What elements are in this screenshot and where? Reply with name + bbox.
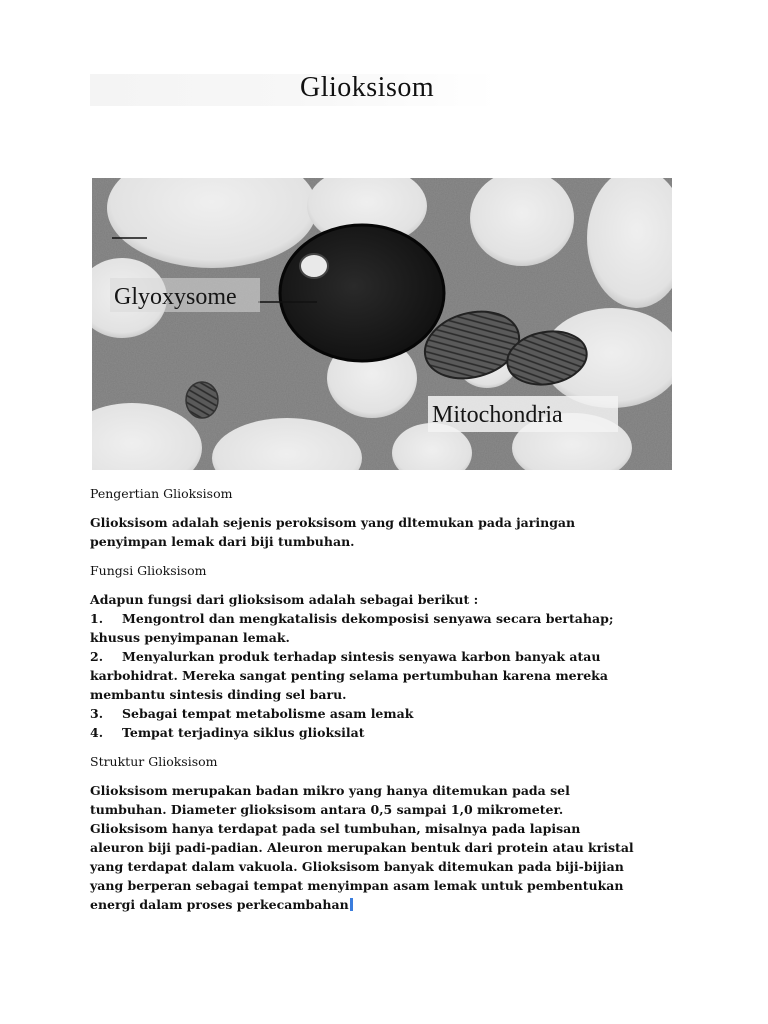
- glyoxysome-label: Glyoxysome: [114, 284, 237, 310]
- micrograph-image: [92, 178, 672, 470]
- paragraph-line: Glioksisom hanya terdapat pada sel tumbuhan, misalnya pada lapisan: [90, 821, 581, 836]
- document-title: Glioksisom: [300, 72, 435, 103]
- paragraph-line: Glioksisom adalah sejenis peroksisom yang dltemukan pada jaringan: [90, 515, 576, 530]
- fungsi-block: [90, 590, 690, 742]
- paragraph-line-last: [90, 895, 690, 914]
- paragraph-line: tumbuhan. Diameter glioksisom antara 0,5 sampai 1,0 mikrometer.: [90, 802, 564, 817]
- list-text: Sebagai tempat metabolisme asam lemak: [122, 706, 414, 721]
- section-heading-fungsi: Fungsi Glioksisom: [90, 563, 207, 578]
- fungsi-intro: Adapun fungsi dari glioksisom adalah sebagai berikut :: [90, 592, 479, 607]
- section-heading-struktur: Struktur Glioksisom: [90, 754, 218, 769]
- list-item-continued: khusus penyimpanan lemak.: [90, 630, 290, 645]
- pengertian-paragraph: [90, 513, 690, 551]
- list-item-continued: membantu sintesis dinding sel baru.: [90, 687, 347, 702]
- struktur-paragraph: [90, 781, 690, 914]
- paragraph-line: aleuron biji padi-padian. Aleuron merupakan bentuk dari protein atau kristal: [90, 840, 634, 855]
- list-number: 3.: [90, 706, 104, 721]
- document-body: [90, 484, 690, 914]
- glyoxysome-organelle: [280, 225, 444, 361]
- list-item: [90, 723, 690, 742]
- list-item: [90, 704, 690, 723]
- text-cursor: [350, 898, 353, 911]
- list-text: Menyalurkan produk terhadap sintesis senyawa karbon banyak atau: [122, 649, 601, 664]
- paragraph-line: Glioksisom merupakan badan mikro yang hanya ditemukan pada sel: [90, 783, 570, 798]
- paragraph-line: yang berperan sebagai tempat menyimpan asam lemak untuk pembentukan: [90, 878, 624, 893]
- list-number: 4.: [90, 725, 104, 740]
- paragraph-line: yang terdapat dalam vakuola. Glioksisom banyak ditemukan pada biji-bijian: [90, 859, 624, 874]
- list-item: [90, 647, 690, 666]
- list-item: [90, 609, 690, 628]
- section-heading-pengertian: Pengertian Glioksisom: [90, 486, 233, 501]
- paragraph-line: penyimpan lemak dari biji tumbuhan.: [90, 534, 355, 549]
- list-number: 2.: [90, 649, 104, 664]
- list-text: Tempat terjadinya siklus glioksilat: [122, 725, 365, 740]
- micrograph-figure: [92, 178, 672, 470]
- list-item-continued: karbohidrat. Mereka sangat penting selama pertumbuhan karena mereka: [90, 668, 608, 683]
- mitochondria-label: Mitochondria: [432, 402, 563, 428]
- paragraph-text: energi dalam proses perkecambahan: [90, 897, 349, 912]
- list-text: Mengontrol dan mengkatalisis dekomposisi senyawa secara bertahap;: [122, 611, 614, 626]
- list-number: 1.: [90, 611, 104, 626]
